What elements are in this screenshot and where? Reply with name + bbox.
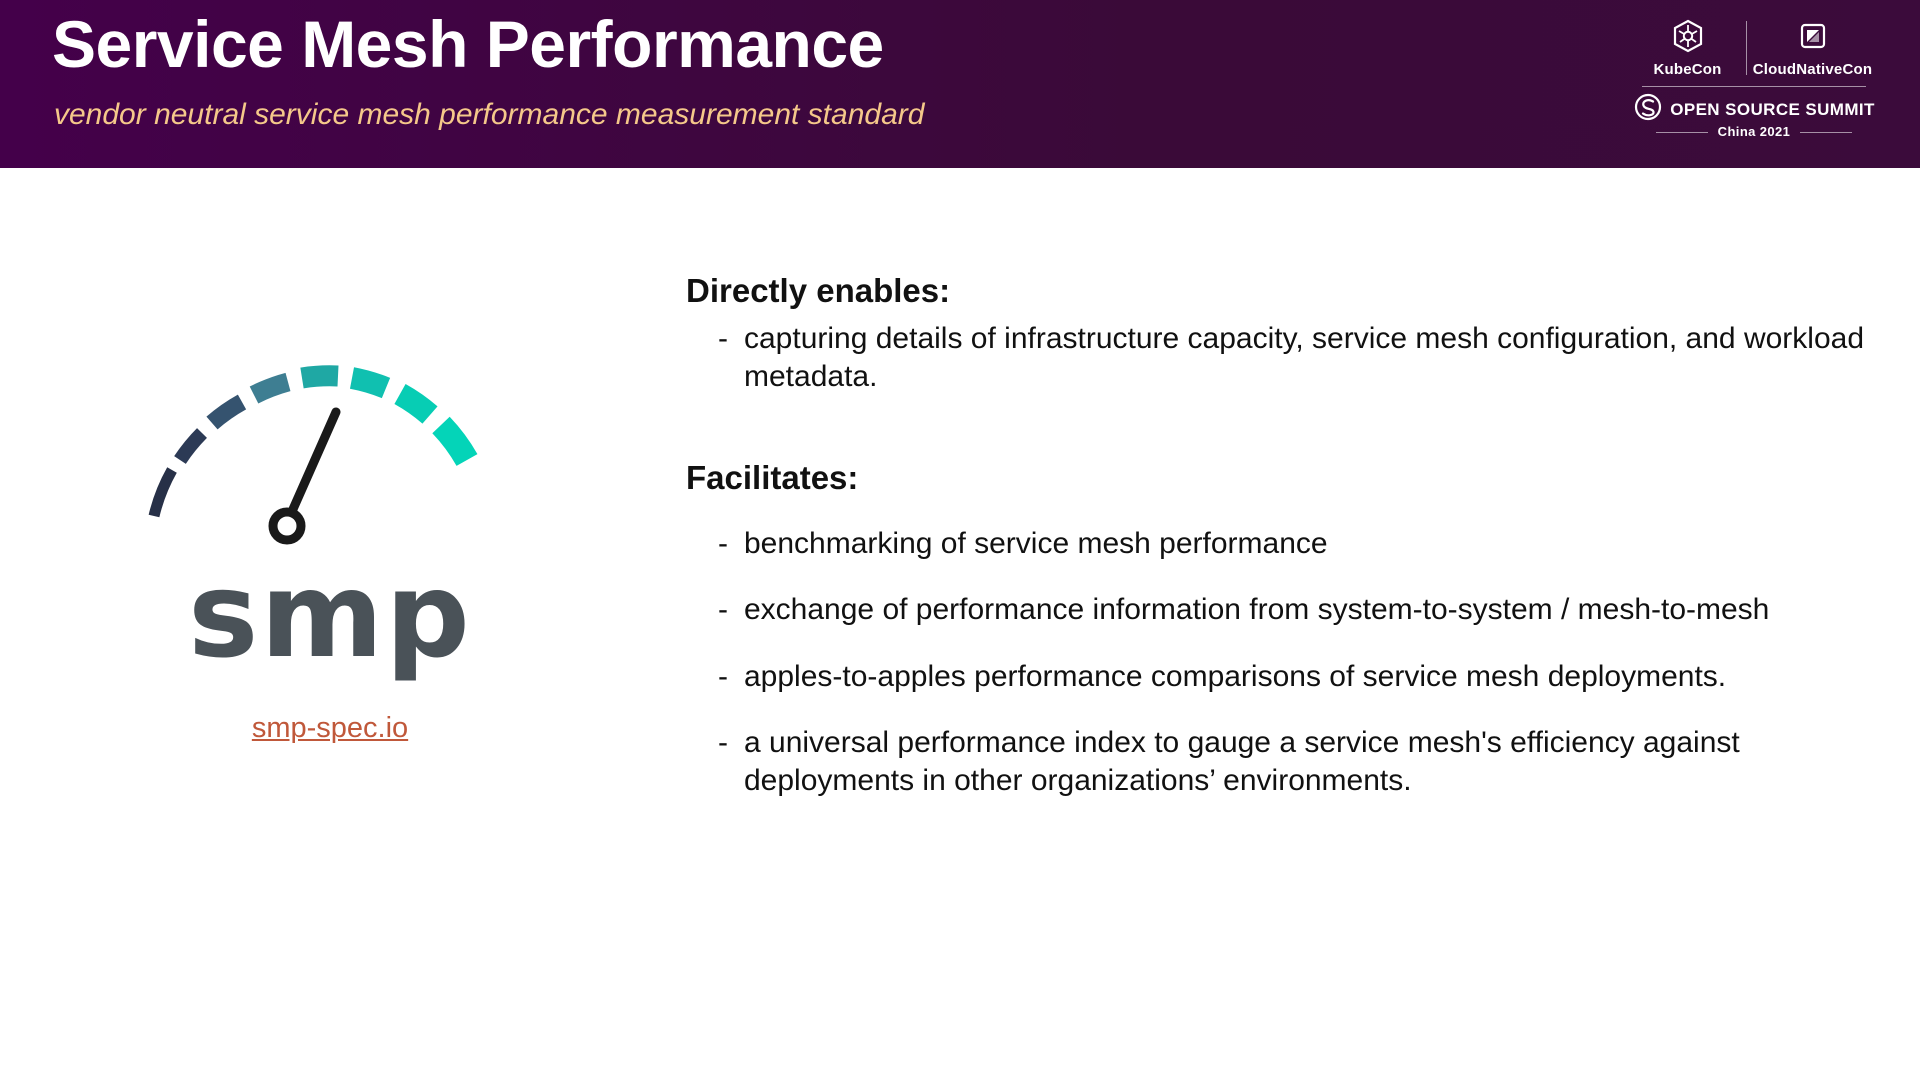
bullet-marker: - bbox=[718, 725, 728, 759]
open-source-summit-swirl-icon bbox=[1633, 92, 1663, 127]
page-subtitle: vendor neutral service mesh performance measurement standard bbox=[54, 98, 925, 131]
list-item bbox=[686, 591, 1866, 629]
smp-gauge-icon bbox=[130, 320, 530, 550]
bullet-text: capturing details of infrastructure capacity, service mesh configuration, and workload metadata. bbox=[744, 322, 1865, 394]
list-item bbox=[686, 724, 1866, 801]
page-title: Service Mesh Performance bbox=[52, 7, 884, 81]
bullet-text: benchmarking of service mesh performance bbox=[744, 526, 1328, 560]
bullet-text: apples-to-apples performance comparisons of service mesh deployments. bbox=[744, 659, 1727, 693]
bullet-list-directly-enables bbox=[686, 320, 1866, 397]
section-heading-facilitates: Facilitates: bbox=[686, 458, 859, 496]
event-year-label: China 2021 bbox=[1717, 124, 1791, 139]
open-source-summit-label: OPEN SOURCE SUMMIT bbox=[1670, 99, 1875, 119]
cloudnativecon-logo bbox=[1753, 19, 1873, 78]
content-panel bbox=[686, 272, 1866, 801]
logo-row-conferences bbox=[1634, 12, 1874, 84]
list-item bbox=[686, 320, 1866, 397]
kubecon-label: KubeCon bbox=[1653, 60, 1722, 78]
group-directly-enables bbox=[686, 272, 1866, 397]
logo-row-summit bbox=[1634, 92, 1874, 127]
cloudnativecon-label: CloudNativeCon bbox=[1752, 60, 1873, 78]
bullet-marker: - bbox=[718, 593, 728, 627]
slide-header bbox=[0, 0, 1920, 168]
list-item bbox=[686, 658, 1866, 696]
logo-vertical-divider bbox=[1746, 21, 1747, 75]
bullet-marker: - bbox=[718, 526, 728, 560]
kubecon-logo bbox=[1636, 19, 1740, 78]
smp-spec-link[interactable]: smp-spec.io bbox=[251, 712, 409, 744]
event-logo-lockup bbox=[1634, 8, 1874, 158]
section-heading-directly-enables: Directly enables: bbox=[686, 272, 951, 309]
smp-brand-block bbox=[120, 320, 540, 745]
bullet-list-facilitates bbox=[686, 525, 1866, 801]
group-facilitates bbox=[686, 459, 1866, 801]
kubernetes-helm-icon bbox=[1671, 19, 1705, 58]
bullet-text: a universal performance index to gauge a service mesh's efficiency against deployments in other organizations’ environments. bbox=[744, 725, 1740, 798]
bullet-marker: - bbox=[718, 322, 728, 355]
logo-horizontal-divider bbox=[1642, 86, 1866, 87]
bullet-text: exchange of performance information from system-to-system / mesh-to-mesh bbox=[744, 593, 1770, 627]
bullet-marker: - bbox=[718, 659, 728, 693]
cloud-native-cube-icon bbox=[1796, 19, 1830, 58]
list-item bbox=[686, 525, 1866, 563]
smp-wordmark: smp bbox=[188, 546, 472, 684]
